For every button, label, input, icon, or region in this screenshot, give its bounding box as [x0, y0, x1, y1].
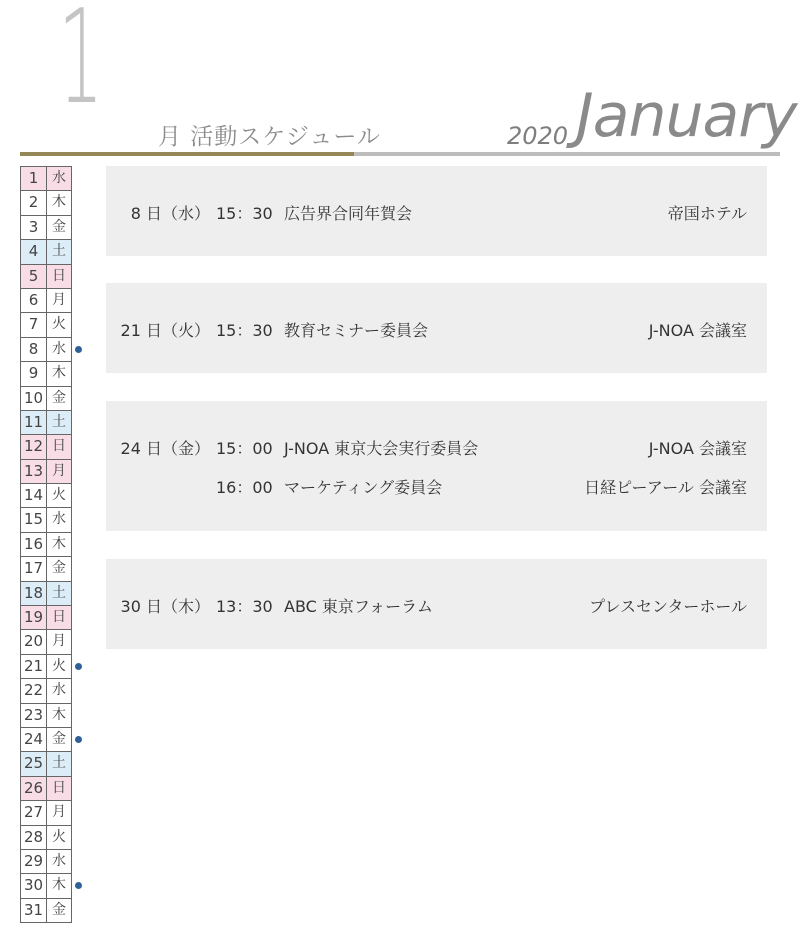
- calendar-day-row: [21, 460, 71, 484]
- event-place: J-NOA 会議室: [648, 321, 747, 340]
- calendar-day-row: [21, 801, 71, 825]
- calendar-day-row: [21, 289, 71, 313]
- event-title: J-NOA 東京大会実行委員会: [284, 439, 479, 458]
- event-title: ABC 東京フォーラム: [284, 597, 433, 616]
- calendar-day-row: [21, 411, 71, 435]
- calendar-day-row: [21, 508, 71, 532]
- calendar-day-number: 30: [21, 874, 47, 897]
- event-title: 広告界合同年賀会: [284, 204, 413, 223]
- calendar-day-number: 25: [21, 752, 47, 775]
- event-place: 日経ピーアール 会議室: [584, 478, 747, 497]
- calendar-day-row: [21, 557, 71, 581]
- calendar-weekday: 月: [52, 462, 66, 479]
- calendar-weekday: 火: [52, 828, 66, 845]
- calendar-day-row: [21, 630, 71, 654]
- calendar-weekday: 土: [52, 584, 66, 601]
- calendar-day-row: [21, 216, 71, 240]
- event-time: 15：30: [216, 204, 273, 223]
- calendar-weekday: 土: [52, 755, 66, 772]
- calendar-day-number: 13: [21, 460, 47, 483]
- event-date: 24 日（金）: [120, 439, 210, 458]
- event-time: 15：00: [216, 439, 273, 458]
- month-name: January: [576, 81, 797, 151]
- event-time: 13：30: [216, 597, 273, 616]
- event-line: [106, 436, 767, 458]
- calendar-day-row: [21, 899, 71, 923]
- calendar-weekday: 木: [52, 194, 66, 211]
- header-rule-gold: [20, 152, 354, 156]
- calendar-weekday: 土: [52, 243, 66, 260]
- calendar-weekday: 金: [52, 218, 66, 235]
- calendar-day-row: [21, 362, 71, 386]
- calendar-day-row: [21, 387, 71, 411]
- calendar-day-row: [21, 338, 71, 362]
- calendar-day-row: [21, 679, 71, 703]
- calendar-weekday: 金: [52, 730, 66, 747]
- event-dot-icon: [75, 346, 82, 353]
- event-dot-icon: [75, 882, 82, 889]
- calendar-day-row: [21, 826, 71, 850]
- year-label: 2020: [507, 122, 569, 150]
- calendar-day-number: 23: [21, 704, 47, 727]
- calendar-day-number: 24: [21, 728, 47, 751]
- calendar-weekday: 水: [52, 511, 66, 528]
- calendar-day-number: 8: [21, 338, 47, 361]
- calendar-weekday: 火: [52, 657, 66, 674]
- event-dot-icon: [75, 663, 82, 670]
- calendar-day-number: 3: [21, 216, 47, 239]
- calendar-day-row: [21, 728, 71, 752]
- calendar-day-row: [21, 240, 71, 264]
- event-line: [106, 475, 767, 497]
- calendar-weekday: 木: [52, 365, 66, 382]
- calendar-day-number: 11: [21, 411, 47, 434]
- calendar-day-row: [21, 533, 71, 557]
- calendar-weekday: 金: [52, 901, 66, 918]
- event-title: マーケティング委員会: [284, 478, 443, 497]
- event-line: [106, 201, 767, 223]
- calendar-day-number: 7: [21, 313, 47, 336]
- event-date: 30 日（木）: [120, 597, 210, 616]
- event-place: J-NOA 会議室: [648, 439, 747, 458]
- event-line: [106, 318, 767, 340]
- calendar-day-row: [21, 484, 71, 508]
- calendar-weekday: 日: [52, 779, 66, 796]
- calendar-day-row: [21, 874, 71, 898]
- calendar-day-row: [21, 850, 71, 874]
- calendar-day-number: 31: [21, 899, 47, 922]
- calendar-weekday: 月: [52, 804, 66, 821]
- calendar-day-number: 1: [21, 167, 47, 190]
- calendar-day-row: [21, 606, 71, 630]
- calendar-day-row: [21, 655, 71, 679]
- calendar-day-number: 15: [21, 508, 47, 531]
- calendar-day-number: 18: [21, 582, 47, 605]
- calendar-day-row: [21, 704, 71, 728]
- calendar-day-number: 16: [21, 533, 47, 556]
- event-card: [106, 283, 767, 373]
- calendar-weekday: 月: [52, 633, 66, 650]
- event-time: 16：00: [216, 478, 273, 497]
- calendar-weekday: 火: [52, 487, 66, 504]
- calendar-day-row: [21, 191, 71, 215]
- event-line: [106, 594, 767, 616]
- event-card: [106, 401, 767, 531]
- calendar-day-number: 6: [21, 289, 47, 312]
- calendar-weekday: 月: [52, 291, 66, 308]
- event-title: 教育セミナー委員会: [284, 321, 429, 340]
- calendar-day-number: 14: [21, 484, 47, 507]
- event-dot-icon: [75, 736, 82, 743]
- calendar-day-number: 29: [21, 850, 47, 873]
- calendar-day-number: 20: [21, 630, 47, 653]
- calendar-weekday: 水: [52, 682, 66, 699]
- calendar-day-number: 2: [21, 191, 47, 214]
- calendar-day-row: [21, 167, 71, 191]
- calendar-weekday: 土: [52, 413, 66, 430]
- calendar-weekday: 金: [52, 389, 66, 406]
- calendar-day-number: 17: [21, 557, 47, 580]
- event-date: 21 日（火）: [120, 321, 210, 340]
- event-card: [106, 166, 767, 256]
- calendar-weekday: 水: [52, 170, 66, 186]
- calendar-day-row: [21, 752, 71, 776]
- header-rule-gray: [354, 152, 780, 156]
- calendar-day-number: 26: [21, 777, 47, 800]
- event-place: プレスセンターホール: [589, 597, 747, 616]
- calendar-weekday: 木: [52, 706, 66, 723]
- calendar-day-number: 22: [21, 679, 47, 702]
- event-time: 15：30: [216, 321, 273, 340]
- event-place: 帝国ホテル: [667, 204, 747, 223]
- calendar-day-number: 19: [21, 606, 47, 629]
- calendar-day-row: [21, 435, 71, 459]
- calendar-day-row: [21, 582, 71, 606]
- event-date: 8 日（水）: [130, 204, 210, 223]
- calendar-weekday: 木: [52, 877, 66, 894]
- page-title: 月 活動スケジュール: [158, 124, 381, 150]
- mini-calendar: [20, 166, 72, 923]
- calendar-day-number: 21: [21, 655, 47, 678]
- calendar-weekday: 金: [52, 560, 66, 577]
- calendar-day-number: 27: [21, 801, 47, 824]
- calendar-day-number: 28: [21, 826, 47, 849]
- calendar-weekday: 日: [52, 267, 66, 284]
- calendar-weekday: 木: [52, 535, 66, 552]
- calendar-day-number: 5: [21, 265, 47, 288]
- calendar-day-row: [21, 265, 71, 289]
- calendar-weekday: 日: [52, 438, 66, 455]
- month-numeral: 1: [58, 0, 102, 133]
- calendar-weekday: 水: [52, 340, 66, 357]
- calendar-day-number: 9: [21, 362, 47, 385]
- event-card: [106, 559, 767, 649]
- calendar-weekday: 火: [52, 316, 66, 333]
- calendar-day-number: 10: [21, 387, 47, 410]
- calendar-day-number: 4: [21, 240, 47, 263]
- calendar-weekday: 日: [52, 609, 66, 626]
- calendar-day-number: 12: [21, 435, 47, 458]
- calendar-day-row: [21, 777, 71, 801]
- calendar-day-row: [21, 313, 71, 337]
- calendar-weekday: 水: [52, 852, 66, 869]
